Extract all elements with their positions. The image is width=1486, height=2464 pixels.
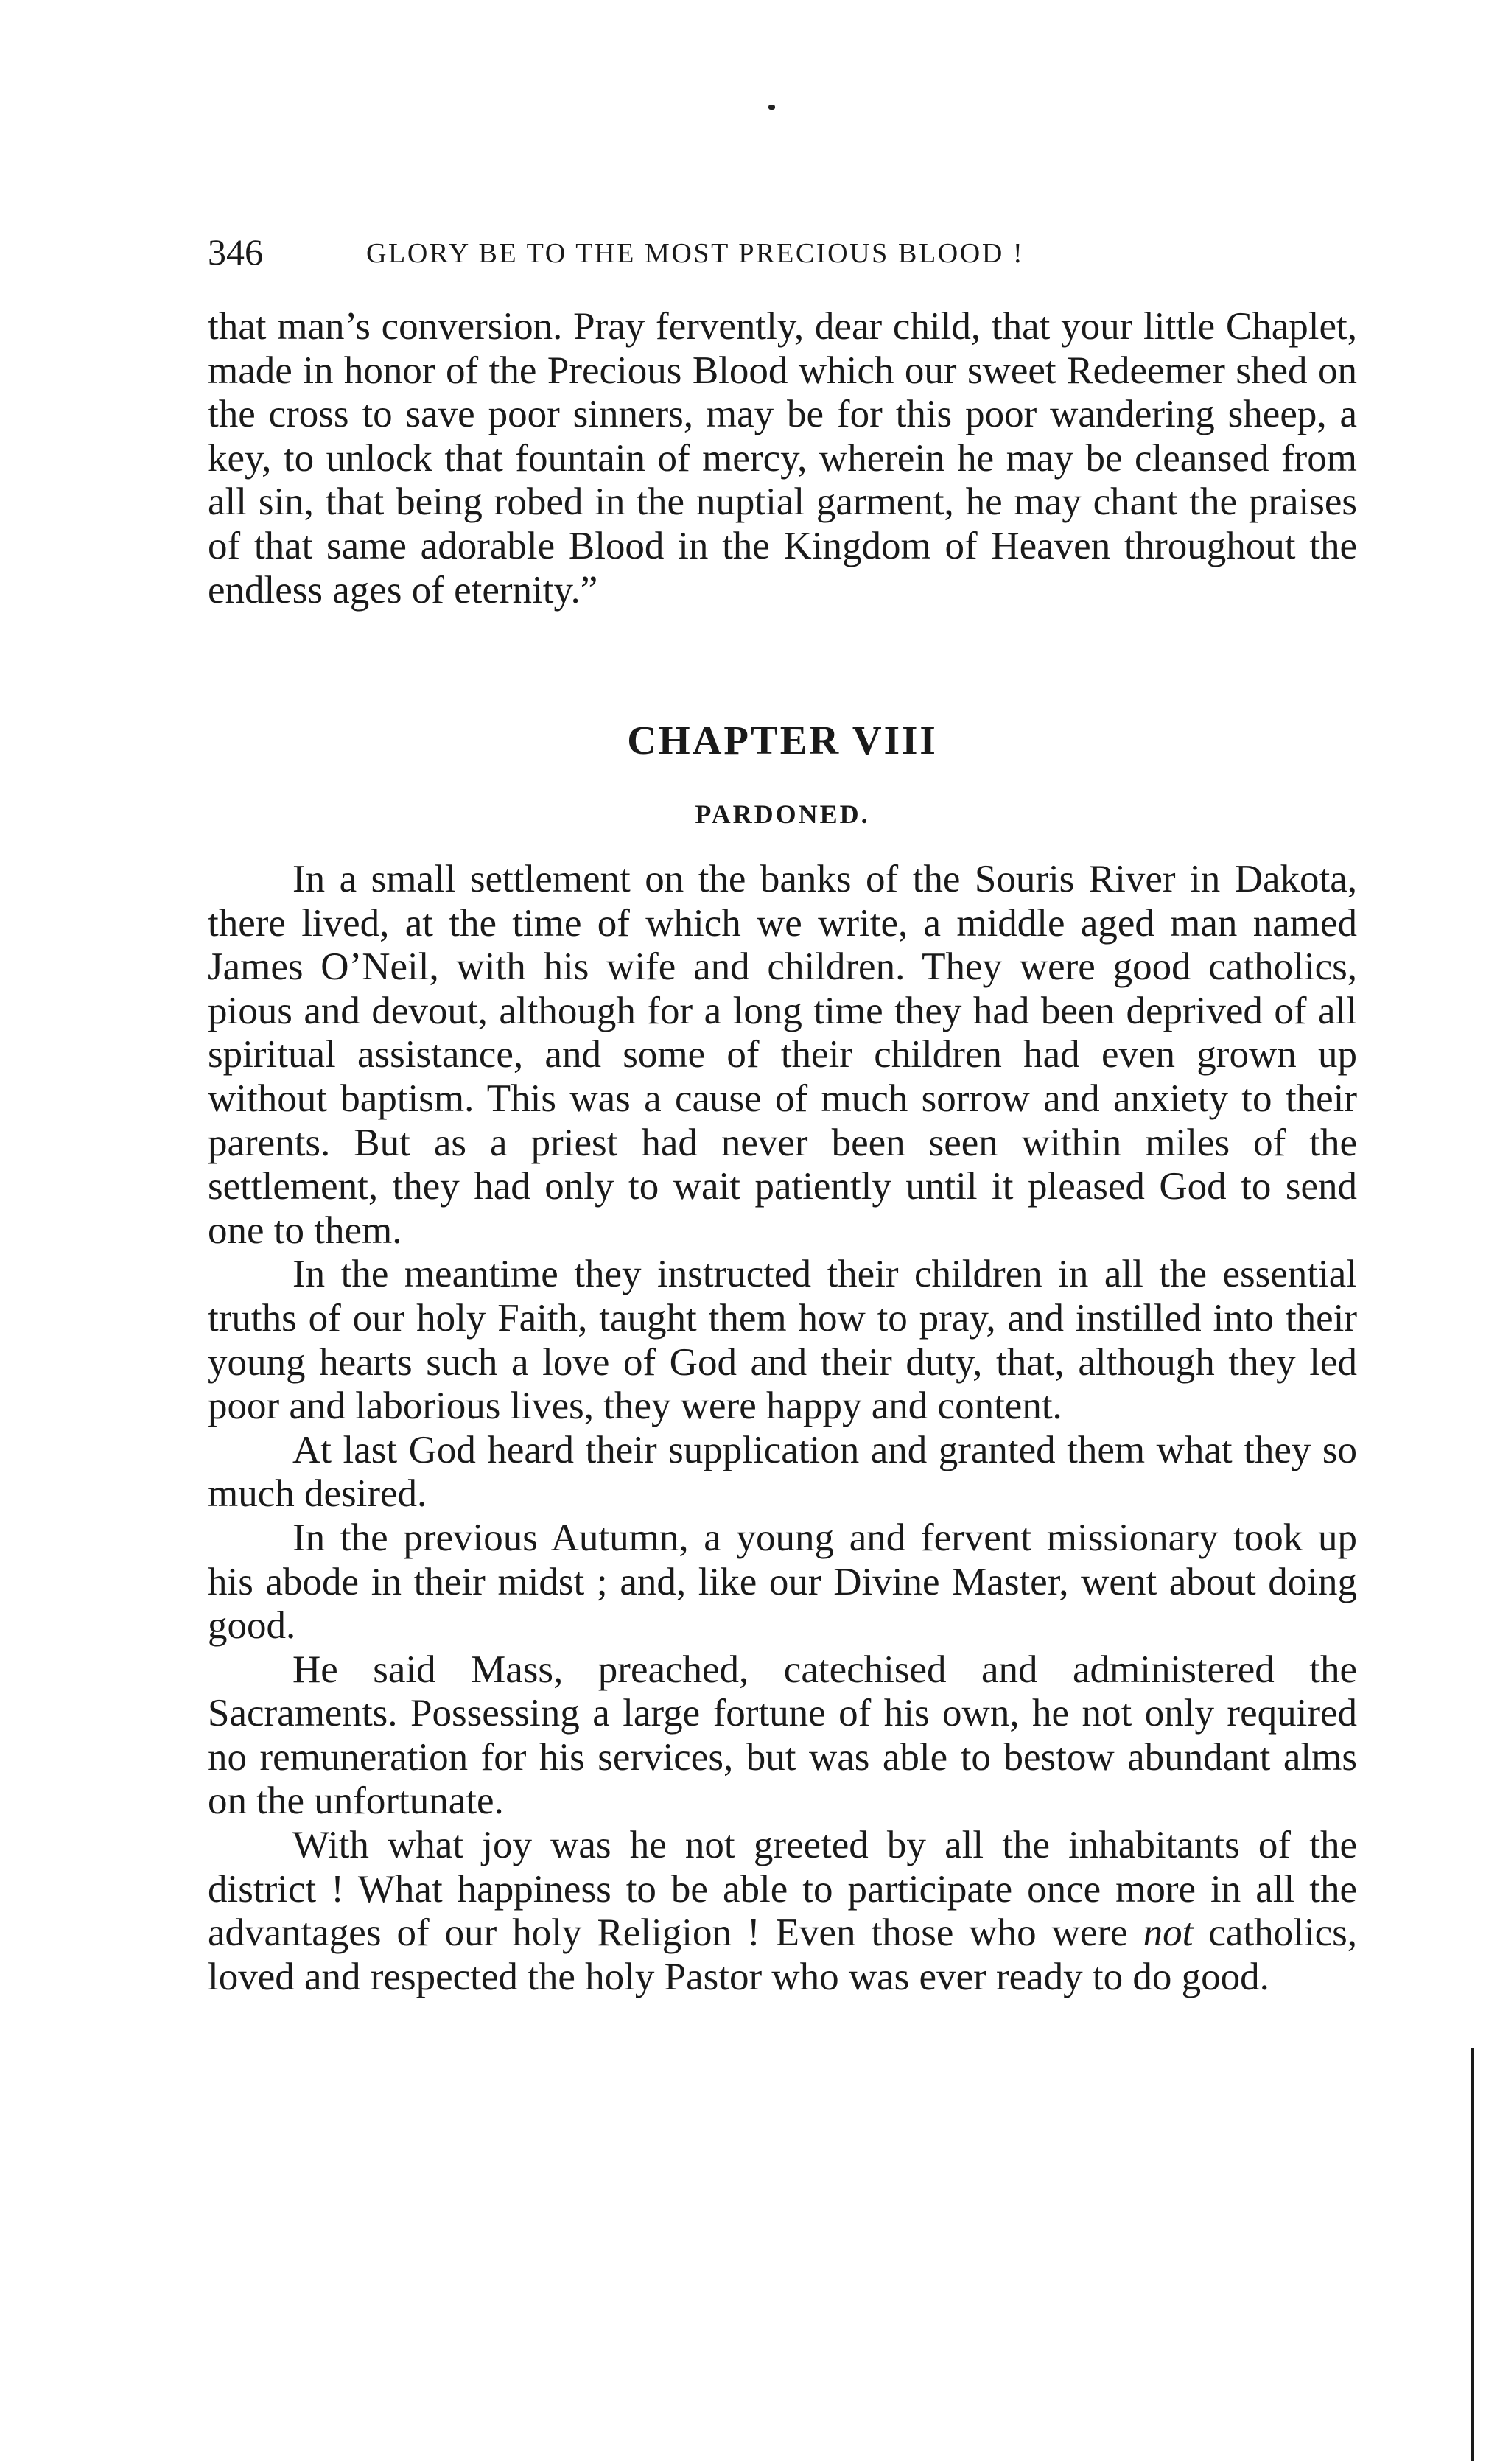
running-head	[208, 230, 1357, 274]
paragraph: In the previous Autumn, a young and fervent missionary took up his abode in their midst ; and, like our Divine Master, went about doing good.	[208, 1516, 1357, 1648]
text-run: With what joy was he not greeted by all the inhabitants of the district ! What happiness to be able to participate once more in all the advantages of our holy Religion ! Even those who were	[208, 1824, 1357, 1955]
paragraph-last	[208, 1824, 1357, 1999]
paragraph: In a small settlement on the banks of the Souris River in Dakota, there lived, at the time of which we write, a middle aged man named James O’Neil, with his wife and children. They were good catholics, pious and devout, although for a long time they had been deprived of all spiritual assistance, and some of their children had even grown up without baptism. This was a cause of much sorrow and anxiety to their parents. But as a priest had never been seen within miles of the settlement, they had only to wait patiently until it pleased God to send one to them.	[208, 858, 1357, 1252]
running-title: GLORY BE TO THE MOST PRECIOUS BLOOD !	[366, 238, 1025, 269]
chapter-title: CHAPTER VIII	[627, 718, 938, 763]
paragraph: He said Mass, preached, catechised and administered the Sacraments. Possessing a large fortune of his own, he not only required no remuneration for his services, but was able to bestow abundant alms on the unfortunate.	[208, 1648, 1357, 1823]
continuation-paragraph: that man’s conversion. Pray fervently, dear child, that your little Chaplet, made in honor of the Precious Blood which our sweet Redeemer shed on the cross to save poor sinners, may be for this poor wandering sheep, a key, to unlock that fountain of mercy, wherein he may be cleansed from all sin, that being robed in the nuptial garment, he may chant the praises of that same adorable Blood in the Kingdom of Heaven throughout the endless ages of eternity.”	[208, 305, 1357, 612]
italic-word: not	[1143, 1911, 1194, 1955]
paragraph: At last God heard their supplication and granted them what they so much desired.	[208, 1428, 1357, 1516]
ink-speck	[768, 105, 775, 110]
text-run: catholics, loved and respected the holy Pastor who was ever ready to do good.	[208, 1911, 1357, 1998]
chapter-subtitle: PARDONED.	[695, 799, 870, 829]
page-number: 346	[208, 231, 263, 273]
page-edge-line	[1471, 2048, 1474, 2461]
paragraph: In the meantime they instructed their children in all the essential truths of our holy Faith, taught them how to pray, and instilled into their young hearts such a love of God and their duty, that, although they led poor and laborious lives, they were happy and content.	[208, 1253, 1357, 1428]
continuation-text	[208, 305, 1357, 612]
chapter-body	[208, 858, 1357, 1999]
